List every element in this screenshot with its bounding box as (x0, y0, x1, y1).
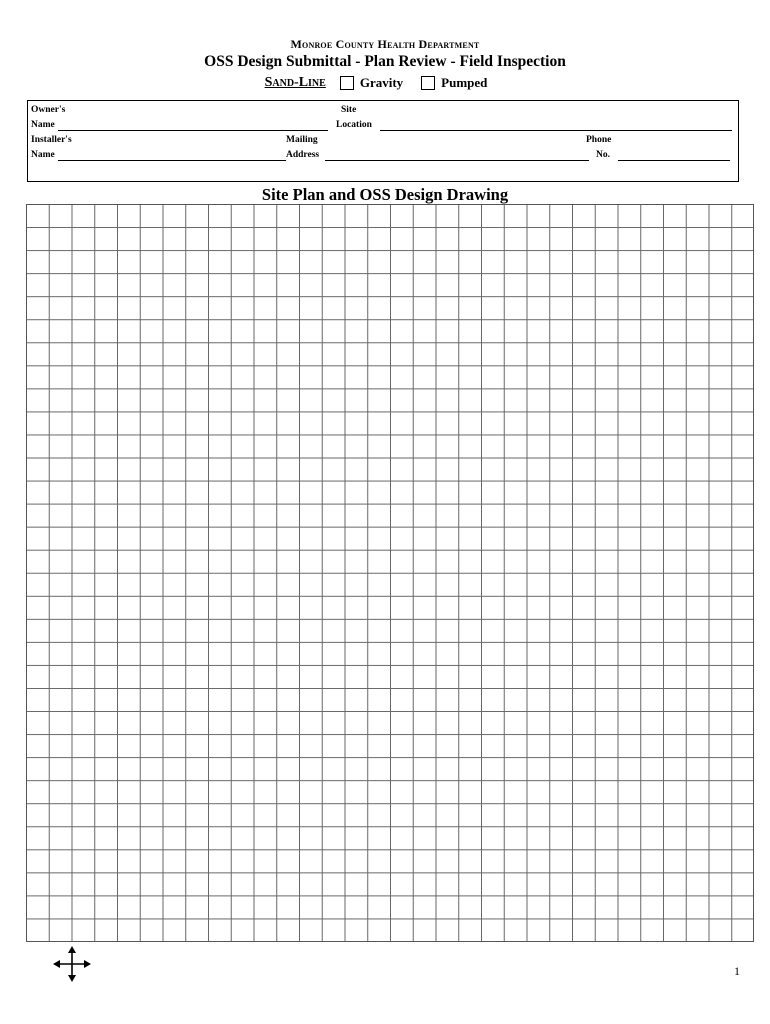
installers-name-label: Name (31, 150, 55, 160)
owners-name-label: Name (31, 120, 55, 130)
pumped-checkbox[interactable] (421, 76, 435, 90)
department-name: Monroe County Health Department (290, 37, 480, 51)
mailing-address-field[interactable] (325, 160, 589, 161)
owners-name-field[interactable] (58, 130, 328, 131)
form-header (0, 36, 770, 94)
gravity-option[interactable] (340, 72, 403, 94)
site-plan-grid[interactable] (26, 204, 754, 942)
phone-no-label: No. (596, 150, 610, 160)
pumped-label: Pumped (441, 75, 488, 90)
installers-label-top: Installer's (31, 135, 72, 145)
site-location-label: Location (336, 120, 372, 130)
phone-label-top: Phone (586, 135, 612, 145)
phone-number-field[interactable] (618, 160, 730, 161)
site-label-top: Site (341, 105, 357, 115)
pumped-option[interactable] (421, 72, 487, 94)
drawing-title: Site Plan and OSS Design Drawing (261, 185, 509, 204)
system-type-row (0, 72, 770, 94)
site-location-field[interactable] (380, 130, 732, 131)
owner-info-box (27, 100, 739, 182)
mailing-address-label: Address (286, 150, 320, 160)
system-type-label: Sand-Line (264, 75, 326, 90)
gravity-checkbox[interactable] (340, 76, 354, 90)
page-number: 1 (734, 964, 740, 978)
form-title: OSS Design Submittal - Plan Review - Field Inspection (204, 53, 566, 70)
gravity-label: Gravity (359, 75, 404, 90)
mailing-label-top: Mailing (286, 135, 318, 145)
installers-name-field[interactable] (58, 160, 286, 161)
four-way-arrow-icon (52, 944, 92, 984)
owners-label-top: Owner's (31, 105, 66, 115)
